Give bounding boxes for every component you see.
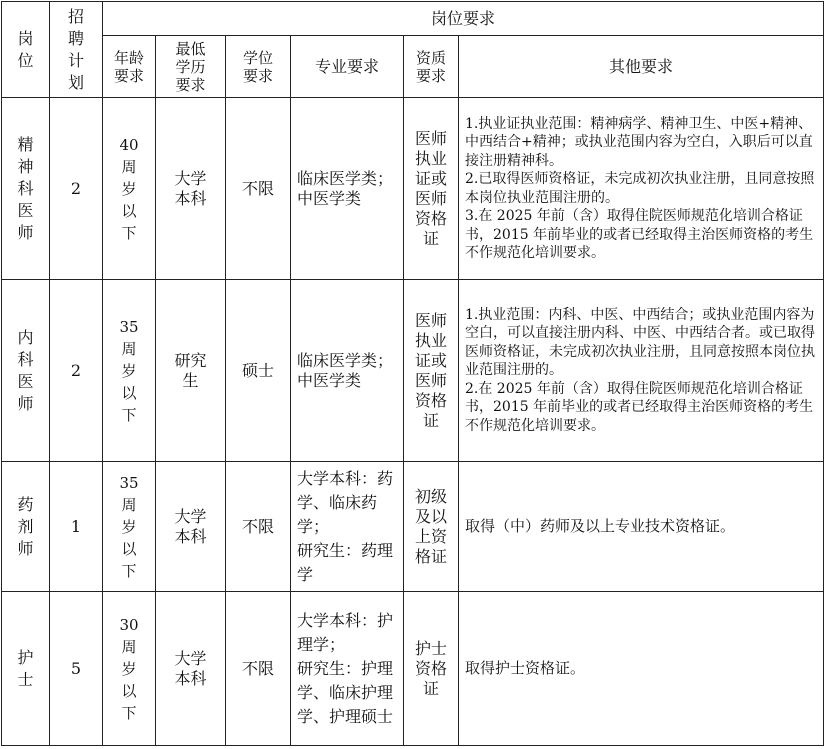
cell-post: 药剂师: [2, 462, 50, 592]
cell-education: 大学本科: [156, 592, 226, 746]
major-line: 大学本科：药学、临床药学；: [297, 468, 394, 536]
cell-age: 35周岁以下: [103, 462, 156, 592]
major-line: 大学本科：护理学；: [297, 610, 394, 654]
cell-post: 内科医师: [2, 280, 50, 462]
other-line: 1.执业范围：内科、中医、中西结合；或执业范围内容为空白，可以直接注册内科、中医、中西结合者。或已取得医师资格证，未完成初次执业注册，且同意按照本岗位执业范围注册的。: [465, 306, 815, 379]
header-education: 最低学历要求: [156, 36, 226, 98]
major-line: 研究生：药理学: [297, 540, 394, 584]
header-requirements: 岗位要求: [103, 2, 824, 36]
cell-degree: 不限: [226, 592, 291, 746]
header-post: 岗位: [2, 2, 50, 98]
cell-age: 35周岁以下: [103, 280, 156, 462]
other-line: 1.执业证执业范围：精神病学、精神卫生、中医+精神、中西结合+精神；或执业范围内容为空白，入职后可以直接注册精神科。: [465, 115, 813, 169]
other-line: 3.在 2025 年前（含）取得住院医师规范化培训合格证书，2015 年前毕业的或者已经取得主治医师资格的考生不作规范化培训要求。: [465, 208, 814, 261]
cell-major: [291, 98, 404, 280]
cell-degree: 不限: [226, 98, 291, 280]
cell-qualification: 初级及以上资格证: [404, 462, 459, 592]
cell-major: [291, 280, 404, 462]
cell-qualification: 医师执业证或医师资格证: [404, 98, 459, 280]
cell-degree: 硕士: [226, 280, 291, 462]
cell-other: [459, 98, 824, 280]
cell-post: 护士: [2, 592, 50, 746]
other-line: 2.已取得医师资格证，未完成初次执业注册，且同意按照本岗位执业范围注册的。: [465, 171, 815, 206]
cell-other: [459, 462, 824, 592]
cell-major: [291, 462, 404, 592]
cell-degree: 不限: [226, 462, 291, 592]
cell-post: 精神科医师: [2, 98, 50, 280]
table-row: [2, 280, 824, 462]
cell-qualification: 医师执业证或医师资格证: [404, 280, 459, 462]
cell-age: 40周岁以下: [103, 98, 156, 280]
major-line: 中医学类: [297, 370, 362, 390]
other-line: 取得护士资格证。: [465, 659, 586, 678]
cell-plan: 2: [50, 280, 103, 462]
table-row: [2, 462, 824, 592]
cell-education: 研究生: [156, 280, 226, 462]
header-other: 其他要求: [459, 36, 824, 98]
major-line: 临床医学类；: [297, 168, 394, 188]
header-qualification: 资质要求: [404, 36, 459, 98]
header-row-1: [2, 2, 824, 36]
header-age: 年龄要求: [103, 36, 156, 98]
cell-other: [459, 592, 824, 746]
header-degree: 学位要求: [226, 36, 291, 98]
cell-education: 大学本科: [156, 462, 226, 592]
major-line: 临床医学类；: [297, 350, 394, 370]
cell-other: [459, 280, 824, 462]
cell-major: [291, 592, 404, 746]
cell-qualification: 护士资格证: [404, 592, 459, 746]
recruitment-table: [1, 1, 824, 746]
cell-age: 30周岁以下: [103, 592, 156, 746]
header-row-2: [2, 36, 824, 98]
cell-plan: 5: [50, 592, 103, 746]
other-line: 2.在 2025 年前（含）取得住院医师规范化培训合格证书，2015 年前毕业的或者已经取得主治医师资格的考生不作规范化培训要求。: [465, 380, 814, 434]
header-major: 专业要求: [291, 36, 404, 98]
cell-plan: 1: [50, 462, 103, 592]
other-line: 取得（中）药师及以上专业技术资格证。: [465, 517, 736, 536]
table-row: [2, 98, 824, 280]
cell-education: 大学本科: [156, 98, 226, 280]
header-plan: 招聘计划: [50, 2, 103, 98]
major-line: 中医学类: [297, 188, 362, 208]
table-row: [2, 592, 824, 746]
cell-plan: 2: [50, 98, 103, 280]
major-line: 研究生：护理学、临床护理学、护理硕士: [297, 658, 394, 726]
